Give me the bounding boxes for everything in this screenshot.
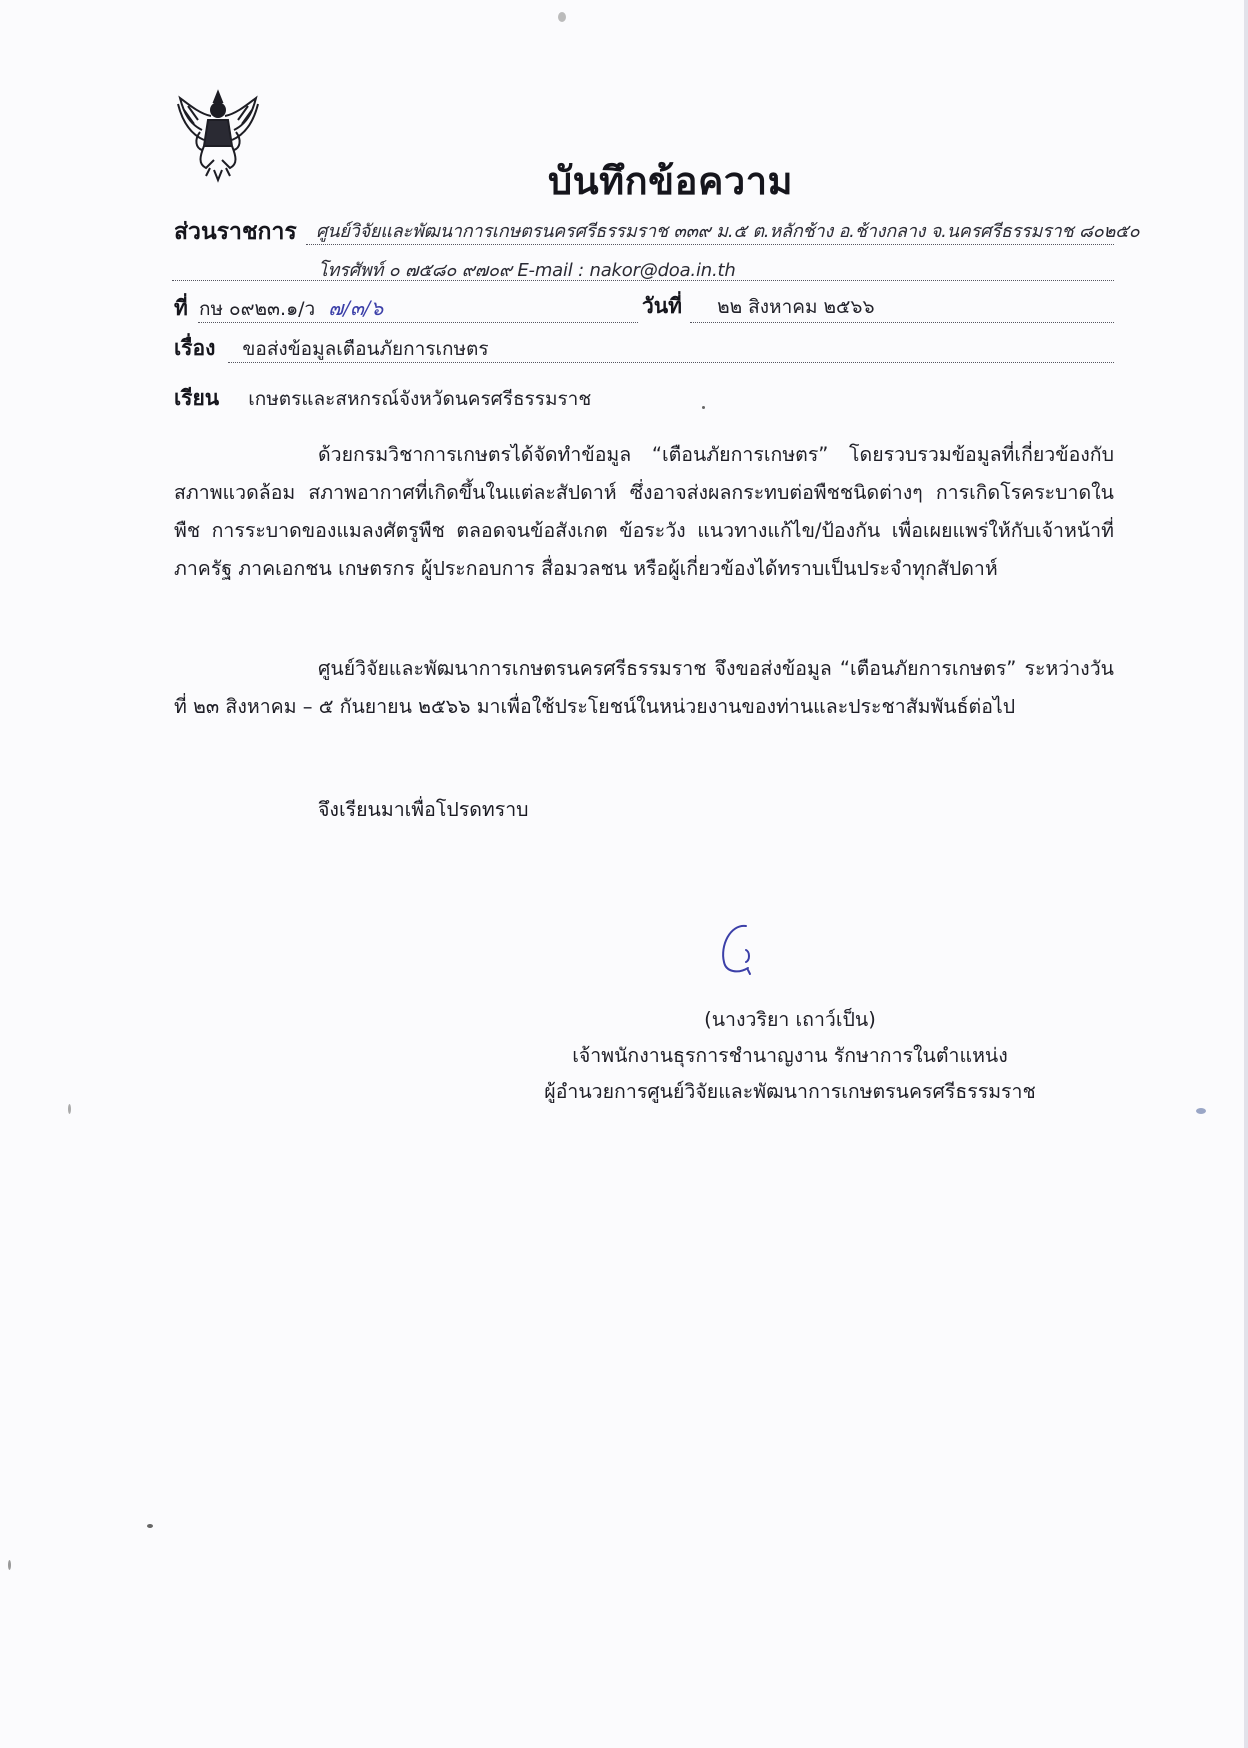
scan-speck bbox=[702, 406, 705, 409]
signer-name: (นางวริยา เถาว์เป็น) bbox=[704, 1008, 876, 1031]
handwritten-signature bbox=[716, 920, 766, 980]
agency-dotline-1 bbox=[306, 244, 1114, 245]
agency-dotline-2 bbox=[172, 280, 1114, 281]
agency-line2: โทรศัพท์ ๐ ๗๕๘๐ ๙๗๐๙ E-mail : nakor@doa.in.th bbox=[318, 260, 736, 281]
scan-speck bbox=[68, 1104, 71, 1114]
signer-position-1: เจ้าพนักงานธุรการชำนาญงาน รักษาการในตำแหน่ง bbox=[572, 1044, 1008, 1067]
body-paragraph-2 bbox=[174, 650, 1114, 726]
agency-line1: ศูนย์วิจัยและพัฒนาการเกษตรนครศรีธรรมราช ๓๓๙ ม.๕ ต.หลักช้าง อ.ช้างกลาง จ.นครศรีธรรมราช ๘๐๒๕๐ bbox=[316, 221, 1140, 242]
scan-speck bbox=[558, 12, 566, 22]
agency-line1-row bbox=[316, 216, 1139, 245]
closing-line: จึงเรียนมาเพื่อโปรดทราบ bbox=[318, 798, 529, 821]
scan-speck bbox=[147, 1524, 153, 1528]
ref-handwritten-number: ๗/๓/๖ bbox=[328, 296, 384, 320]
date-label: วันที่ bbox=[642, 294, 682, 318]
subject-row bbox=[174, 332, 489, 365]
signature-block bbox=[430, 1002, 1150, 1110]
scan-speck bbox=[8, 1560, 11, 1570]
subject-dotline bbox=[228, 362, 1114, 363]
ref-row bbox=[174, 292, 383, 325]
paragraph-1-text: ด้วยกรมวิชาการเกษตรได้จัดทำข้อมูล “เตือนภัยการเกษตร” โดยรวบรวมข้อมูลที่เกี่ยวข้องกับสภาพแวดล้อม สภาพอากาศที่เกิดขึ้นในแต่ละสัปดาห์ ซึ่งอาจส่งผลกระทบต่อพืชชนิดต่างๆ การเกิดโรคระบาดในพืช การระบาดของแมลงศัตรูพืช ตลอดจนข้อสังเกต ข้อระวัง แนวทางแก้ไข/ป้องกัน เพื่อเผยแพร่ให้กับเจ้าหน้าที่ภาครัฐ ภาคเอกชน เกษตรกร ผู้ประกอบการ สื่อมวลชน หรือผู้เกี่ยวข้องได้ทราบเป็นประจำทุกสัปดาห์ bbox=[174, 443, 1114, 580]
agency-label: ส่วนราชการ bbox=[174, 219, 297, 245]
scan-speck bbox=[1196, 1108, 1206, 1114]
to-value: เกษตรและสหกรณ์จังหวัดนครศรีธรรมราช bbox=[248, 388, 592, 410]
page-edge bbox=[1244, 0, 1248, 1748]
garuda-emblem-icon bbox=[170, 84, 266, 184]
signer-position-2: ผู้อำนวยการศูนย์วิจัยและพัฒนาการเกษตรนครศรีธรรมราช bbox=[544, 1080, 1036, 1103]
agency-row bbox=[174, 214, 297, 250]
date-dotline bbox=[690, 322, 1114, 323]
body-paragraph-1 bbox=[174, 436, 1114, 588]
date-value: ๒๒ สิงหาคม ๒๕๖๖ bbox=[717, 296, 875, 318]
subject-label: เรื่อง bbox=[174, 336, 216, 360]
ref-value: กษ ๐๙๒๓.๑/ว bbox=[198, 298, 316, 320]
paragraph-2-text: ศูนย์วิจัยและพัฒนาการเกษตรนครศรีธรรมราช จึงขอส่งข้อมูล “เตือนภัยการเกษตร” ระหว่างวันที่ ๒๓ สิงหาคม – ๕ กันยายน ๒๕๖๖ มาเพื่อใช้ประโยชน์ในหน่วยงานของท่านและประชาสัมพันธ์ต่อไป bbox=[174, 657, 1114, 718]
to-row bbox=[174, 382, 591, 415]
ref-dotline bbox=[198, 322, 638, 323]
page-title: บันทึกข้อความ bbox=[548, 159, 794, 203]
to-label: เรียน bbox=[174, 386, 220, 410]
ref-label: ที่ bbox=[174, 296, 188, 320]
subject-value: ขอส่งข้อมูลเตือนภัยการเกษตร bbox=[242, 338, 489, 360]
date-row bbox=[642, 290, 875, 323]
